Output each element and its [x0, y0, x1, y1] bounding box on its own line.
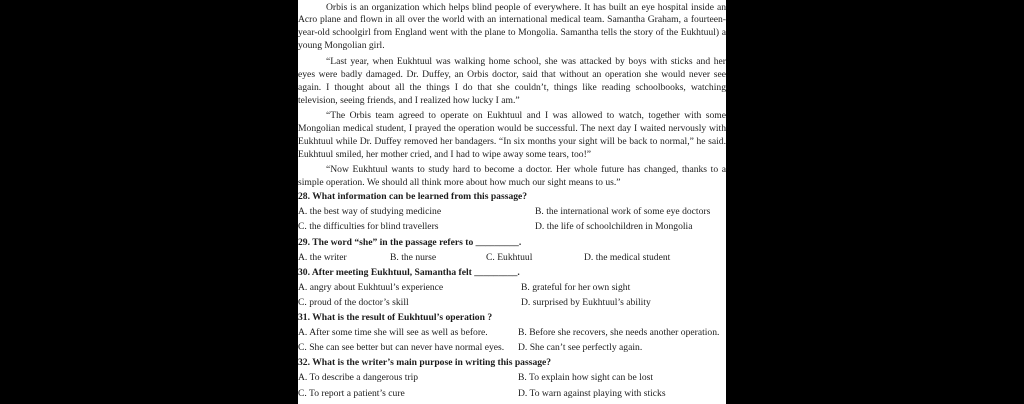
passage-line: Eukhtuul smiled, her mother cried, and I had to wipe away some tears, too!” [298, 149, 592, 160]
question-31-option-d[interactable]: D. She can’t see perfectly again. [518, 342, 643, 353]
question-29-option-c[interactable]: C. Eukhtuul [486, 252, 533, 263]
question-28-option-c[interactable]: C. the difficulties for blind travellers [298, 221, 439, 232]
question-31-option-c[interactable]: C. She can see better but can never have normal eyes. [298, 342, 505, 353]
question-30-stem: 30. After meeting Eukhtuul, Samantha felt _________. [298, 267, 520, 278]
question-30-option-d[interactable]: D. surprised by Eukhtuul’s ability [521, 297, 651, 308]
question-32-option-b[interactable]: B. To explain how sight can be lost [518, 372, 654, 383]
passage-line: “Last year, when Eukhtuul was walking home school, she was attacked by boys with sticks and her [326, 56, 726, 67]
passage-line: young Mongolian girl. [298, 40, 385, 51]
question-31-option-a[interactable]: A. After some time she will see as well as before. [298, 327, 488, 338]
question-29-option-b[interactable]: B. the nurse [390, 252, 437, 263]
passage-line: Mongolian medical student, I prayed the operation would be successful. The next day I waited nervously with [298, 123, 726, 134]
question-30-option-a[interactable]: A. angry about Eukhtuul’s experience [298, 282, 444, 293]
question-29-option-a[interactable]: A. the writer [298, 252, 347, 263]
question-29-stem: 29. The word “she” in the passage refers to _________. [298, 237, 522, 248]
question-32-stem: 32. What is the writer’s main purpose in writing this passage? [298, 357, 552, 368]
question-31-stem: 31. What is the result of Eukhtuul’s operation ? [298, 312, 493, 323]
passage-line: Orbis is an organization which helps blind people of everywhere. It has built an eye hospital inside an [326, 2, 726, 13]
document-page [298, 0, 726, 404]
question-28-stem: 28. What information can be learned from this passage? [298, 191, 528, 202]
question-32-option-d[interactable]: D. To warn against playing with sticks [518, 388, 666, 399]
question-29-option-d[interactable]: D. the medical student [584, 252, 671, 263]
question-30-option-b[interactable]: B. grateful for her own sight [521, 282, 631, 293]
passage-line: eyes were badly damaged. Dr. Duffey, an Orbis doctor, said that without an operation she would never see [298, 69, 726, 80]
passage-line: Acro plane and flown in all over the world with an international medical team. Samantha Graham, a fourteen- [298, 14, 726, 25]
question-32-option-a[interactable]: A. To describe a dangerous trip [298, 372, 419, 383]
passage-line: television, seeing friends, and I realized how lucky I am.” [298, 95, 520, 106]
passage-line: “The Orbis team agreed to operate on Eukhtuul and I was allowed to watch, together with some [326, 110, 726, 121]
question-28-option-d[interactable]: D. the life of schoolchildren in Mongolia [535, 221, 693, 232]
passage-line: year-old schoolgirl from England went with the plane to Mongolia. Samantha tells the story of the Eukhtuul) a [298, 27, 726, 38]
question-32-option-c[interactable]: C. To report a patient’s cure [298, 388, 405, 399]
question-31-option-b[interactable]: B. Before she recovers, she needs another operation. [518, 327, 720, 338]
passage-line: Eukhtuul while Dr. Duffey removed her bandagers. “In six months your sight will be back to normal,” he said. [298, 136, 726, 147]
question-28-option-b[interactable]: B. the international work of some eye doctors [535, 206, 711, 217]
question-28-option-a[interactable]: A. the best way of studying medicine [298, 206, 442, 217]
passage-line: “Now Eukhtuul wants to study hard to become a doctor. Her whole future has changed, thanks to a [326, 164, 726, 175]
passage-line: simple operation. We should all think more about how much our sight means to us.” [298, 177, 621, 188]
passage-line: again. I thought about all the things I do that she couldn’t, things like reading schoolbooks, watching [298, 82, 726, 93]
question-30-option-c[interactable]: C. proud of the doctor’s skill [298, 297, 409, 308]
